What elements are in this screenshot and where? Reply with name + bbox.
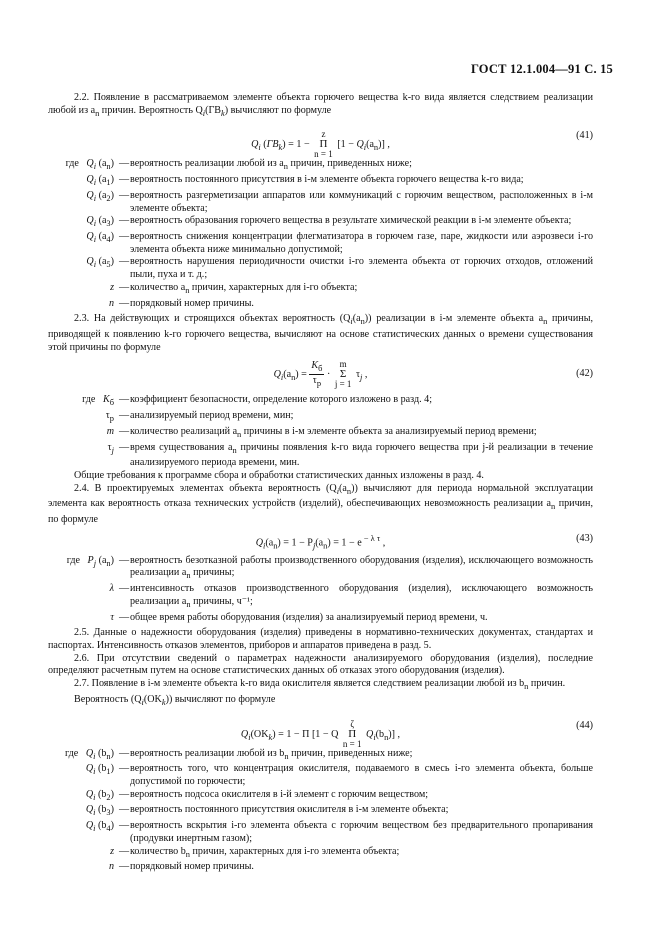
definition-row: m — количество реализаций $a_n$ причины в i-м элементе объекта за анализируемый период времени; — [106, 425, 537, 439]
definitions-41 — [48, 158, 593, 310]
formula-41: $Q_i$ $(ГВ_k) = 1 - z$ Π n = 1 $[1 - Q_i(a_n)]$ , (41) — [251, 129, 593, 160]
definition-row: z — количество $b_n$ причин, характерных для i-го элемента объекта; — [110, 845, 400, 859]
formula-number: (42) — [576, 368, 593, 380]
paragraph-2-7: 2.7. Появление в i-м элементе объекта k-го вида окислителя является следствием реализации любой из $b_n$ причин. — [74, 678, 566, 692]
paragraph-2-7-b: Вероятность $(Q_i(OK_k))$ вычисляют по формуле — [74, 693, 276, 707]
paragraph-2-3: 2.3. На действующих и строящихся объектах вероятность $(Q_i(a_n))$ реализации в i-м элементе объекта $a_n$ причины, приводящей к появлению k-го горючего вещества, вычисляют на основе статистических данных о времени существования этой причины по формуле — [48, 313, 593, 353]
paragraph-2-5: 2.5. Данные о надежности оборудования (изделия) приведены в нормативно-технических документах, стандартах и паспортах. Интенсивность отказов элементов, приборов и аппаратов приведена в разд. 5. — [48, 627, 593, 652]
page-content — [48, 92, 593, 874]
formula-number: (41) — [576, 130, 593, 142]
paragraph-2-2: 2.2. Появление в рассматриваемом элементе объекта горючего вещества k-го вида является следствием реализации любой из $a_n$ причин. Вероятность $Q_i(ГВ_k)$ вычисляют по формуле — [48, 92, 593, 118]
definition-row: где $Q_i$ $(a_n)$ — вероятность реализации любой из $a_n$ причин, приведенных ниже; — [65, 158, 412, 172]
definition-row: $Q_i$ $(a_3)$ — вероятность образования горючего вещества в результате химической реакции в i-м элементе объекта; — [86, 215, 572, 229]
definition-row: $Q_i$ $(b_4)$ — вероятность вскрытия i-го элемента объекта с горючим веществом без предварительного пропаривания (продувки инертным газом); — [85, 820, 593, 844]
definition-row: где $P_j$ $(a_n)$ — вероятность безотказной работы производственного оборудования (изделия), исключающего возможность реализации $a_n$ причины; — [66, 554, 593, 581]
definition-row: $Q_i$ $(b_2)$ — вероятность подсоса окислителя в i-й элемент с горючим веществом; — [85, 788, 429, 802]
definition-row: n — порядковый номер причины. — [108, 297, 254, 309]
definition-row: $Q_i$ $(a_1)$ — вероятность постоянного присутствия в i-м элементе объекта горючего вещества k-го вида; — [86, 174, 524, 188]
definition-row: $Q_i$ $(a_4)$ — вероятность снижения концентрации флегматизатора в горючем газе, паре, жидкости или аэрозвеси i-го элемента объекта ниже минимально допустимой; — [86, 230, 593, 255]
formula-43: $Q_i(a_n) = 1 - P_j(a_n) = 1 - e$ $^{- \lambda \tau}$ , (43) — [255, 532, 593, 551]
definition-row: $Q_i$ $(b_3)$ — вероятность постоянного присутствия окислителя в i-м элементе объекта; — [85, 804, 449, 818]
paragraph-2-6: 2.6. При отсутствии сведений о параметрах надежности анализируемого оборудования (изделия), последние определяют расчетным путем на основе статистических данных об отказах этого оборудования (изделия). — [48, 652, 593, 677]
formula-number: (44) — [576, 719, 593, 731]
definition-row: $\tau_j$ — время существования $a_n$ причины появления k-го вида горючего вещества при j-й реализации в течение анализируемого периода времени, мин. — [107, 441, 593, 469]
definition-row: $\tau_р$ — анализируемый период времени, мин; — [105, 410, 294, 424]
paragraph-2-4: 2.4. В проектируемых элементах объекта вероятность $(Q_i(a_n))$ вычисляют для периода нормальной эксплуатации элемента как вероятность отказа технических устройств (изделий), обеспечивающих невозможность реализации $a_n$ причин, по формуле — [48, 482, 593, 526]
definition-row: где $Q_i$ $(b_n)$ — вероятность реализации любой из $b_n$ причин, приведенных ниже; — [64, 747, 413, 761]
definitions-43 — [48, 555, 593, 625]
definition-row: n — порядковый номер причины. — [108, 861, 254, 873]
definitions-44 — [48, 748, 593, 874]
definition-row: где $K_б$ — коэффициент безопасности, определение которого изложено в разд. 4; — [82, 394, 432, 408]
definition-row: $Q_i$ $(a_5)$ — вероятность нарушения периодичности очистки i-го элемента объекта от горючих отходов, отложений пыли, пуха и т. д.; — [86, 256, 593, 281]
formula-42: $Q_i(a_n)$ = $\frac{K_б}{\tau_р}$ · m Σ j = 1 $\tau_j$ , (42) — [273, 359, 593, 390]
definitions-42 — [48, 394, 593, 470]
paragraph-general: Общие требования к программе сбора и обработки статистических данных изложены в разд. 4. — [74, 469, 484, 481]
definition-row: λ — интенсивность отказов производственного оборудования (изделия), исключающего возможность реализации $a_n$ причины, ч⁻¹; — [109, 583, 593, 609]
definition-row: z — количество $a_n$ причин, характерных для i-го объекта; — [110, 281, 358, 295]
definition-row: $Q_i$ $(a_2)$ — вероятность разгерметизации аппаратов или коммуникаций с горючим веществом, расположенных в i-м элементе объекта; — [86, 189, 593, 214]
definition-row: τ — общее время работы оборудования (изделия) за анализируемый период времени, ч. — [110, 611, 488, 623]
formula-number: (43) — [576, 532, 593, 544]
formula-44: $Q_i(OK_k) = 1 - \Pi$ [1 − Q ζ Π n = 1 $Q_i(b_n)$] , (44) — [240, 718, 593, 749]
definition-row: $Q_i$ $(b_1)$ — вероятность того, что концентрация окислителя, подаваемого в смесь i-го элемента объекта, больше допустимой по горючести; — [85, 763, 593, 787]
page-header: ГОСТ 12.1.004—91 С. 15 — [470, 62, 613, 76]
